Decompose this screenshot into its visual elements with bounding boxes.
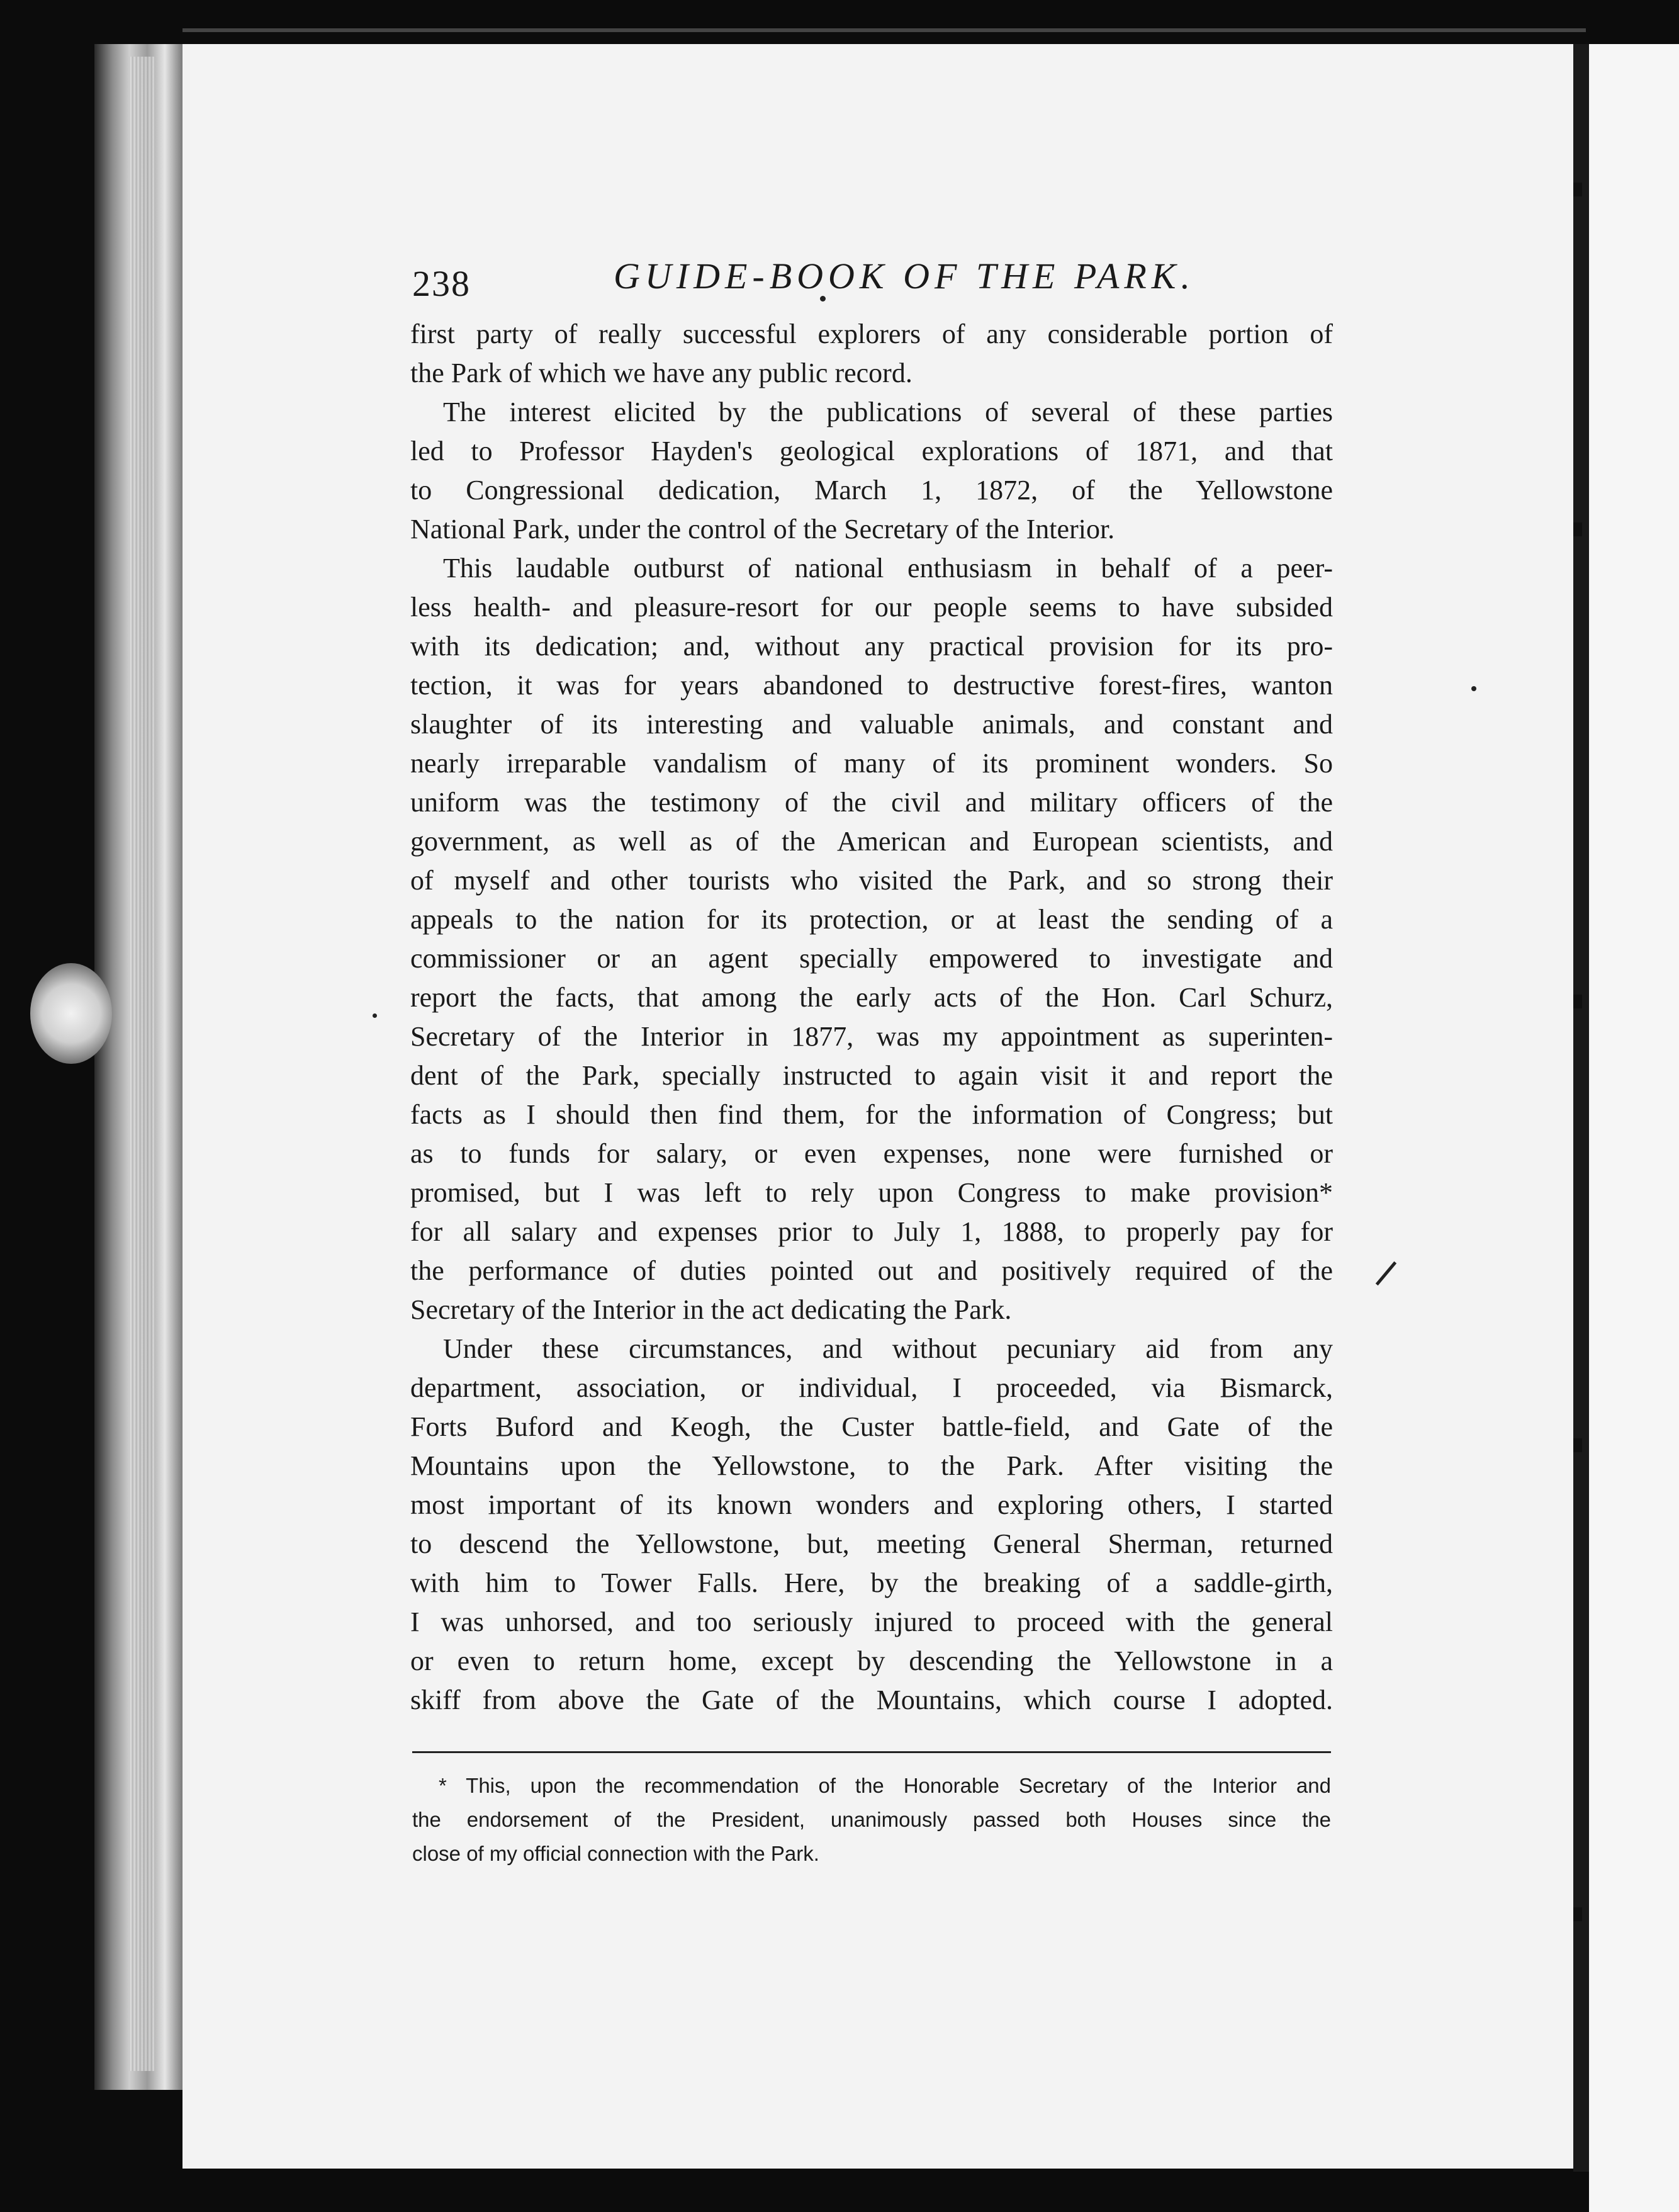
text-line: for all salary and expenses prior to July 1, 1888, to properly pay for [410, 1216, 1333, 1247]
text-line: most important of its known wonders and exploring others, I started [410, 1489, 1333, 1520]
text-line: report the facts, that among the early acts of the Hon. Carl Schurz, [410, 982, 1333, 1013]
text-line: of myself and other tourists who visited the Park, and so strong their [410, 865, 1333, 896]
text-line: with him to Tower Falls. Here, by the breaking of a saddle-girth, [410, 1567, 1333, 1598]
text-line: The interest elicited by the publications of several of these parties [443, 397, 1333, 427]
text-line: promised, but I was left to rely upon Congress to make provision* [410, 1177, 1333, 1208]
body-text [410, 315, 1333, 1720]
text-line: I was unhorsed, and too seriously injured to proceed with the general [410, 1606, 1333, 1637]
facing-page-edge [1589, 44, 1679, 2212]
running-head: GUIDE-BOOK OF THE PARK. [614, 256, 1195, 296]
text-line: Forts Buford and Keogh, the Custer battle-field, and Gate of the [410, 1411, 1333, 1442]
stray-dot-mark [373, 1013, 377, 1018]
text-line: This laudable outburst of national enthusiasm in behalf of a peer- [443, 553, 1333, 584]
page-number: 238 [412, 263, 471, 304]
binding-damage-spot [30, 963, 112, 1064]
text-line: Secretary of the Interior in the act dedicating the Park. [410, 1294, 1012, 1325]
text-line: slaughter of its interesting and valuable animals, and constant and [410, 709, 1333, 740]
footnote [412, 1769, 1331, 1871]
page-header [412, 249, 1331, 312]
text-line: facts as I should then find them, for the information of Congress; but [410, 1099, 1333, 1130]
text-line: to descend the Yellowstone, but, meeting General Sherman, returned [410, 1528, 1333, 1559]
text-line: Secretary of the Interior in 1877, was my appointment as superinten- [410, 1021, 1333, 1052]
text-line: government, as well as of the American and European scientists, and [410, 826, 1333, 857]
page-gutter-shadow [1573, 44, 1589, 2172]
text-line: first party of really successful explorers of any considerable portion of [410, 319, 1333, 349]
text-line: less health- and pleasure-resort for our people seems to have subsided [410, 592, 1333, 623]
text-line: to Congressional dedication, March 1, 1872, of the Yellowstone [410, 475, 1333, 505]
text-line: as to funds for salary, or even expenses, none were furnished or [410, 1138, 1333, 1169]
text-line: with its dedication; and, without any practical provision for its pro- [410, 631, 1333, 662]
text-line: uniform was the testimony of the civil and military officers of the [410, 787, 1333, 818]
text-line: Under these circumstances, and without pecuniary aid from any [443, 1333, 1333, 1364]
footnote-line: the endorsement of the President, unanimously passed both Houses since the [412, 1808, 1331, 1831]
text-line: the performance of duties pointed out and positively required of the [410, 1255, 1333, 1286]
text-line: dent of the Park, specially instructed to again visit it and report the [410, 1060, 1333, 1091]
footnote-line: close of my official connection with the Park. [412, 1842, 819, 1865]
top-scan-rule [182, 28, 1586, 32]
text-line: led to Professor Hayden's geological explorations of 1871, and that [410, 436, 1333, 466]
footnote-rule [412, 1751, 1331, 1753]
text-line: or even to return home, except by descending the Yellowstone in a [410, 1645, 1333, 1676]
text-line: department, association, or individual, I proceeded, via Bismarck, [410, 1372, 1333, 1403]
text-line: National Park, under the control of the Secretary of the Interior. [410, 514, 1115, 545]
text-line: tection, it was for years abandoned to destructive forest-fires, wanton [410, 670, 1333, 701]
text-line: the Park of which we have any public record. [410, 358, 912, 388]
text-line: skiff from above the Gate of the Mountains, which course I adopted. [410, 1684, 1333, 1715]
text-line: appeals to the nation for its protection, or at least the sending of a [410, 904, 1333, 935]
footnote-line: * This, upon the recommendation of the Honorable Secretary of the Interior and [439, 1774, 1331, 1797]
stray-dot-mark [1471, 686, 1476, 691]
text-line: nearly irreparable vandalism of many of its prominent wonders. So [410, 748, 1333, 779]
book-page-edges [129, 57, 154, 2071]
text-line: Mountains upon the Yellowstone, to the Park. After visiting the [410, 1450, 1333, 1481]
text-line: commissioner or an agent specially empowered to investigate and [410, 943, 1333, 974]
